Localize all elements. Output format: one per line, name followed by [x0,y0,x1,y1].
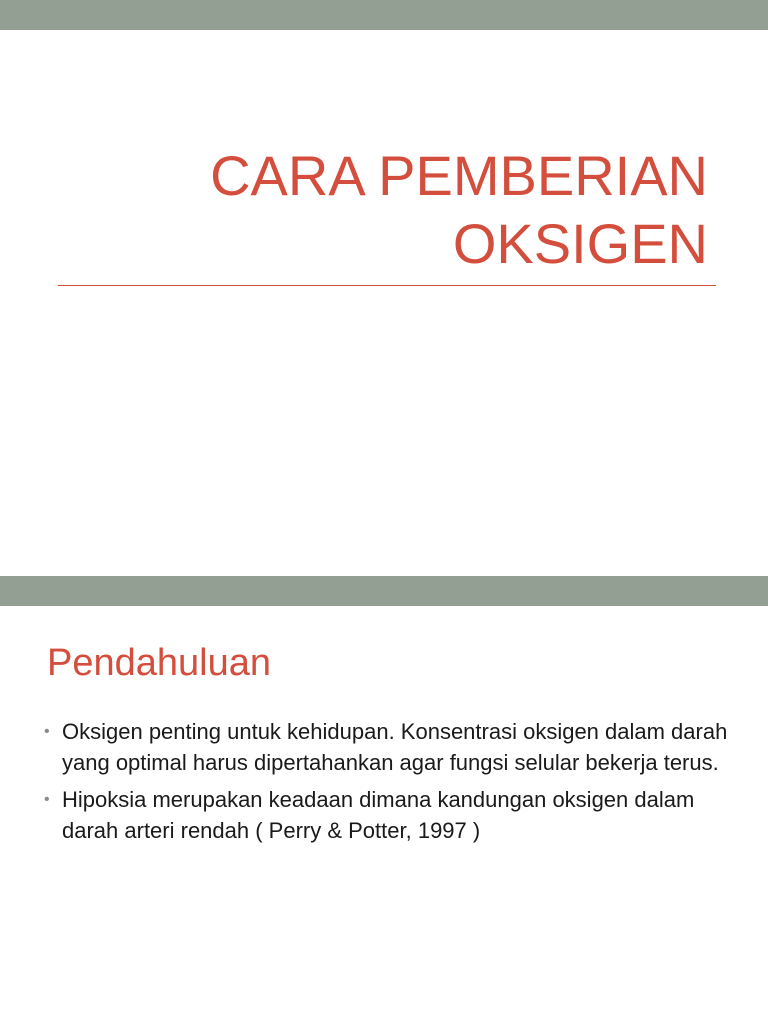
slide-title-line-2: OKSIGEN [452,212,708,275]
content-slide [0,576,768,1024]
bullet-list [44,716,734,852]
top-accent-bar [0,0,768,30]
bullet-dot-icon: • [44,723,50,740]
bullet-text: Hipoksia merupakan keadaan dimana kandungan oksigen dalam darah arteri rendah ( Perry & Potter, 1997 ) [62,787,695,843]
title-underline-rule [58,285,716,286]
bullet-item [44,784,734,846]
top-accent-bar [0,576,768,606]
slide-title-line-1: CARA PEMBERIAN [210,144,708,207]
section-heading: Pendahuluan [47,642,271,684]
slide-title [88,142,708,278]
bullet-text: Oksigen penting untuk kehidupan. Konsentrasi oksigen dalam darah yang optimal harus dipertahankan agar fungsi selular bekerja terus. [62,719,728,775]
bullet-dot-icon: • [44,791,50,808]
bullet-item [44,716,734,778]
